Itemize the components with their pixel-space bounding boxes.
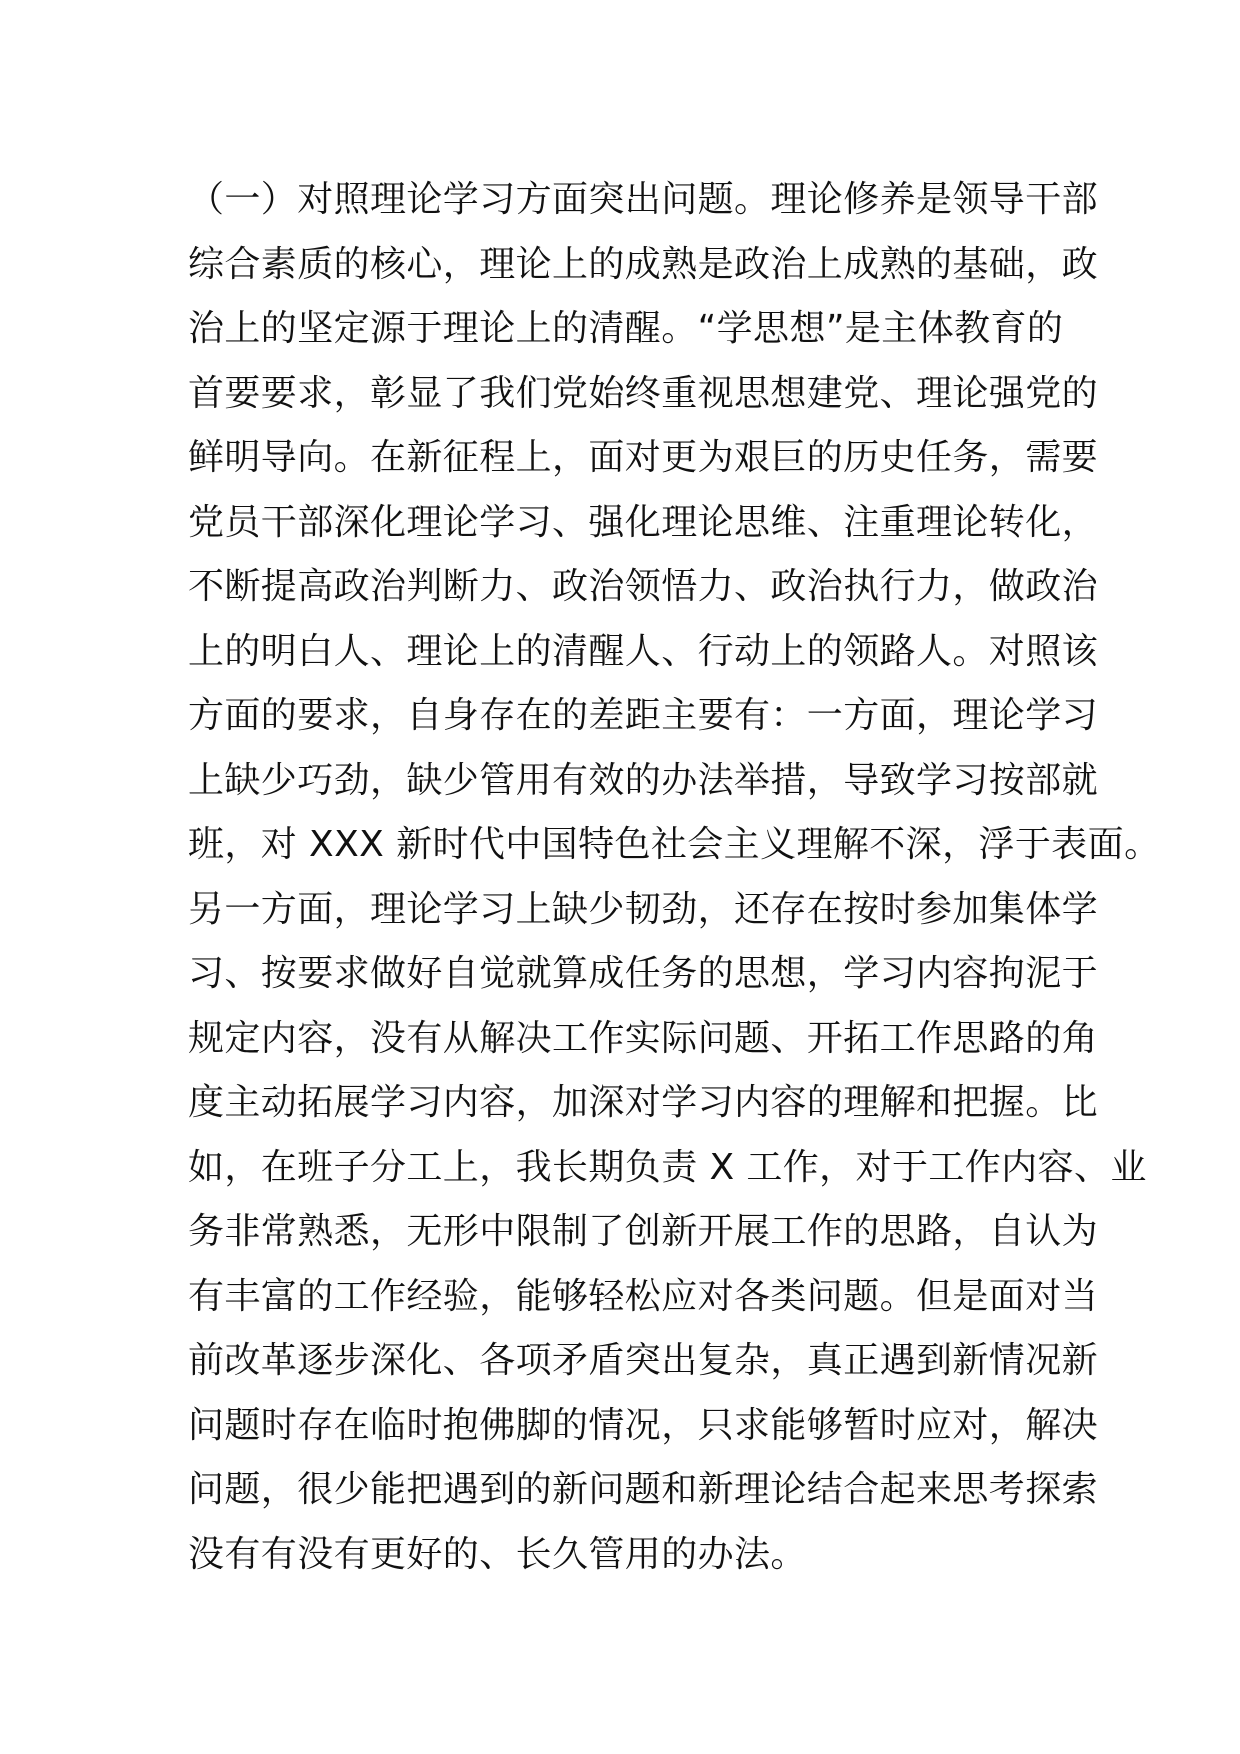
paragraph-line: 不断提高政治判断力、政治领悟力、政治执行力，做政治 <box>188 566 1099 607</box>
paragraph-line: 如，在班子分工上，我长期负责 X 工作，对于工作内容、业 <box>188 1146 1147 1188</box>
paragraph-line: 上缺少巧劲，缺少管用有效的办法举措，导致学习按部就 <box>188 759 1099 801</box>
paragraph-line: 前改革逐步深化、各项矛盾突出复杂，真正遇到新情况新 <box>188 1340 1099 1381</box>
paragraph-line: 务非常熟悉，无形中限制了创新开展工作的思路，自认为 <box>188 1211 1099 1252</box>
paragraph-line: 问题，很少能把遇到的新问题和新理论结合起来思考探索 <box>188 1469 1099 1510</box>
paragraph-line: 党员干部深化理论学习、强化理论思维、注重理论转化， <box>188 501 1099 543</box>
paragraph-line: 首要要求，彰显了我们党始终重视思想建党、理论强党的 <box>188 372 1099 414</box>
paragraph-line: 班，对 XXX 新时代中国特色社会主义理解不深，浮于表面。 <box>188 824 1161 865</box>
paragraph-line: 规定内容，没有从解决工作实际问题、开拓工作思路的角 <box>188 1017 1099 1059</box>
paragraph-line: 鲜明导向。在新征程上，面对更为艰巨的历史任务，需要 <box>188 437 1099 478</box>
paragraph-line: 度主动拓展学习内容，加深对学习内容的理解和把握。比 <box>188 1082 1099 1123</box>
paragraph-line: 综合素质的核心，理论上的成熟是政治上成熟的基础，政 <box>188 243 1099 285</box>
paragraph-line: 方面的要求，自身存在的差距主要有：一方面，理论学习 <box>188 695 1099 736</box>
paragraph-line: 问题时存在临时抱佛脚的情况，只求能够暂时应对，解决 <box>188 1404 1099 1446</box>
paragraph-line: 上的明白人、理论上的清醒人、行动上的领路人。对照该 <box>188 630 1099 672</box>
paragraph-line: 习、按要求做好自觉就算成任务的思想，学习内容拘泥于 <box>188 953 1099 994</box>
body-paragraph <box>188 168 1161 1587</box>
paragraph-line: 有丰富的工作经验，能够轻松应对各类问题。但是面对当 <box>188 1275 1099 1317</box>
paragraph-line: 没有有没有更好的、长久管用的办法。 <box>188 1533 807 1575</box>
paragraph-line: 治上的坚定源于理论上的清醒。“学思想”是主体教育的 <box>188 308 1064 349</box>
paragraph-line: （一）对照理论学习方面突出问题。理论修养是领导干部 <box>188 179 1099 220</box>
paragraph-line: 另一方面，理论学习上缺少韧劲，还存在按时参加集体学 <box>188 888 1099 930</box>
